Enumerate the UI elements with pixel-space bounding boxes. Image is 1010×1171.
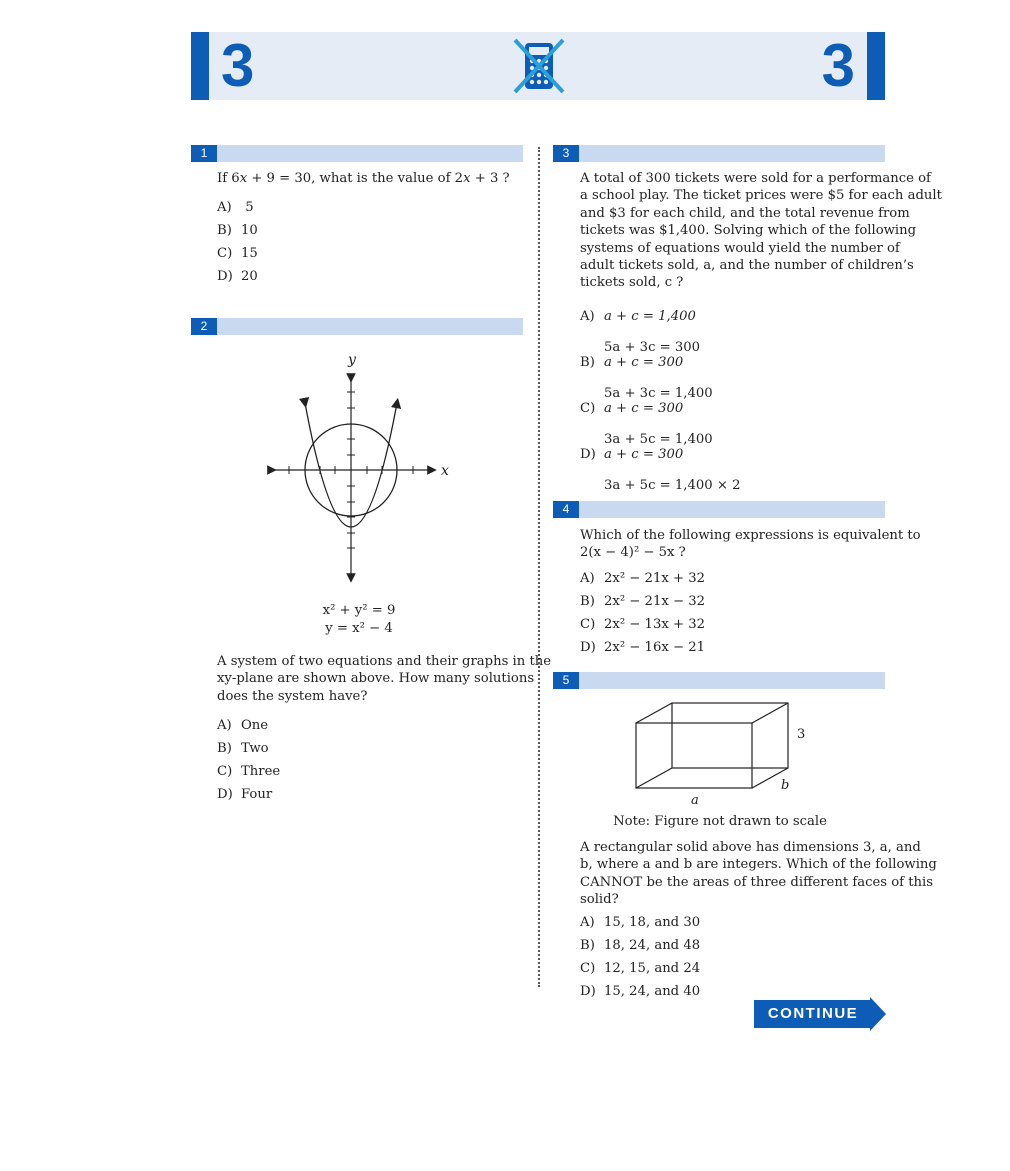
answer-choice[interactable]: D) 15, 24, and 40 [580,984,701,999]
equation-1: x² + y² = 9 [322,603,396,618]
section-number-left: 3 [221,32,255,99]
no-calculator-icon [509,36,569,96]
header-right-bar [867,32,885,100]
continue-label: CONTINUE [767,1005,859,1022]
answer-choice[interactable]: A) 2x² − 21x + 32 [580,571,705,586]
question-number-5: 5 [553,672,579,689]
question-2-stem: A system of two equations and their graphs in the xy-plane are shown above. How many solutions does the system have? [217,654,552,704]
answer-choice[interactable]: B) a + c = 300 5a + 3c = 1,400 [580,355,713,401]
answer-choice[interactable]: D) Four [217,787,273,802]
section-header [191,32,885,100]
figure-note: Note: Figure not drawn to scale [613,814,827,829]
question-5-stem: A rectangular solid above has dimensions 3, a, and b, where a and b are integers. Which of the following CANNOT be the areas of three different faces of this solid? [580,840,937,908]
label-a: a [691,793,699,808]
answer-choice[interactable]: A) 5 [217,200,254,215]
question-3-stem: A total of 300 tickets were sold for a performance of a school play. The ticket prices were $5 for each adult and $3 for each child, and the total revenue from tickets was $1,400. Solving which of the following systems of equations would yield the number of adult tickets sold, a, and the number of children’s tickets sold, c ? [580,171,942,291]
answer-choice[interactable]: B) 10 [217,223,258,238]
answer-choice[interactable]: C) 15 [217,246,258,261]
equation-2: y = x² − 4 [325,621,393,636]
answer-choice[interactable]: B) Two [217,741,269,756]
answer-choice[interactable]: D) a + c = 300 3a + 5c = 1,400 × 2 [580,447,741,493]
question-bar-2 [191,318,523,335]
answer-choice[interactable]: C) a + c = 300 3a + 5c = 1,400 [580,401,713,447]
answer-choice[interactable]: A) 15, 18, and 30 [580,915,701,930]
continue-button[interactable] [754,997,888,1031]
question-number-2: 2 [191,318,217,335]
question-number-4: 4 [553,501,579,518]
answer-choice[interactable]: C) 2x² − 13x + 32 [580,617,705,632]
answer-choice[interactable]: C) Three [217,764,281,779]
answer-choice[interactable]: D) 20 [217,269,258,284]
question-bar-1 [191,145,523,162]
question-bar-3 [553,145,885,162]
answer-choice[interactable]: C) 12, 15, and 24 [580,961,701,976]
rectangular-solid-figure [630,697,810,812]
section-number-right: 3 [821,32,855,99]
axis-label-x: x [441,463,449,479]
header-left-bar [191,32,209,100]
question-4-stem: Which of the following expressions is equivalent to 2(x − 4)² − 5x ? [580,528,921,561]
answer-choice[interactable]: A) One [217,718,269,733]
answer-choice[interactable]: D) 2x² − 16x − 21 [580,640,705,655]
column-divider [538,147,540,987]
answer-choice[interactable]: B) 2x² − 21x − 32 [580,594,705,609]
label-height: 3 [797,727,806,742]
answer-choice[interactable]: B) 18, 24, and 48 [580,938,701,953]
question-bar-5 [553,672,885,689]
question-1-stem: If 6x + 9 = 30, what is the value of 2x + 3 ? [217,171,510,186]
question-number-1: 1 [191,145,217,162]
label-b: b [781,778,790,793]
question-number-3: 3 [553,145,579,162]
circle-parabola-graph [262,348,452,588]
answer-choice[interactable]: A) a + c = 1,400 5a + 3c = 300 [580,309,701,355]
question-bar-4 [553,501,885,518]
axis-label-y: y [348,352,356,368]
